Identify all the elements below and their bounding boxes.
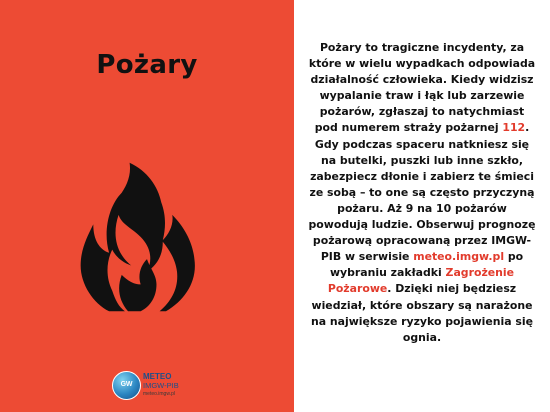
website-link[interactable]: meteo.imgw.pl (413, 250, 505, 264)
body-part-1: Pożary to tragiczne incydenty, za które w wielu wypadkach odpowiada działalność człowieka. Kiedy widzisz wypalanie traw i łąk lub zarzewie pożarów, zgłaszaj to natychmiast pod numerem straży pożarnej (308, 41, 536, 135)
logo-line3: meteo.imgw.pl (143, 391, 175, 397)
flame-icon (68, 158, 226, 316)
page-title: Pożary (96, 50, 198, 80)
logo-badge-text: GW (120, 381, 133, 388)
logo-line2: IMGW-PIB (143, 381, 179, 390)
right-panel (294, 0, 550, 412)
logo (112, 370, 232, 402)
body-part-4: . Dzięki niej będziesz wiedział, które obszary są narażone na największe ryzyko pojawienia się ognia. (310, 282, 534, 344)
logo-line1: METEO (143, 372, 172, 381)
logo-text (143, 372, 179, 399)
body-part-3: po wybraniu zakładki (329, 250, 524, 280)
body-part-2: . Gdy podczas spaceru natkniesz się na butelki, puszki lub inne szkło, zabezpiecz dłonie i zabierz te śmieci ze sobą – to one są często przyczyną pożaru. Aż 9 na 10 pożarów powodują ludzie. Obserwuj prognozę pożarową opracowaną przez IMGW-PIB w serwisie (308, 121, 536, 264)
tab-name-link: Zagrożenie Pożarowe (327, 266, 515, 296)
meteo-imgw-logo (112, 371, 141, 400)
emergency-number: 112 (502, 121, 526, 135)
body-text (308, 40, 536, 346)
